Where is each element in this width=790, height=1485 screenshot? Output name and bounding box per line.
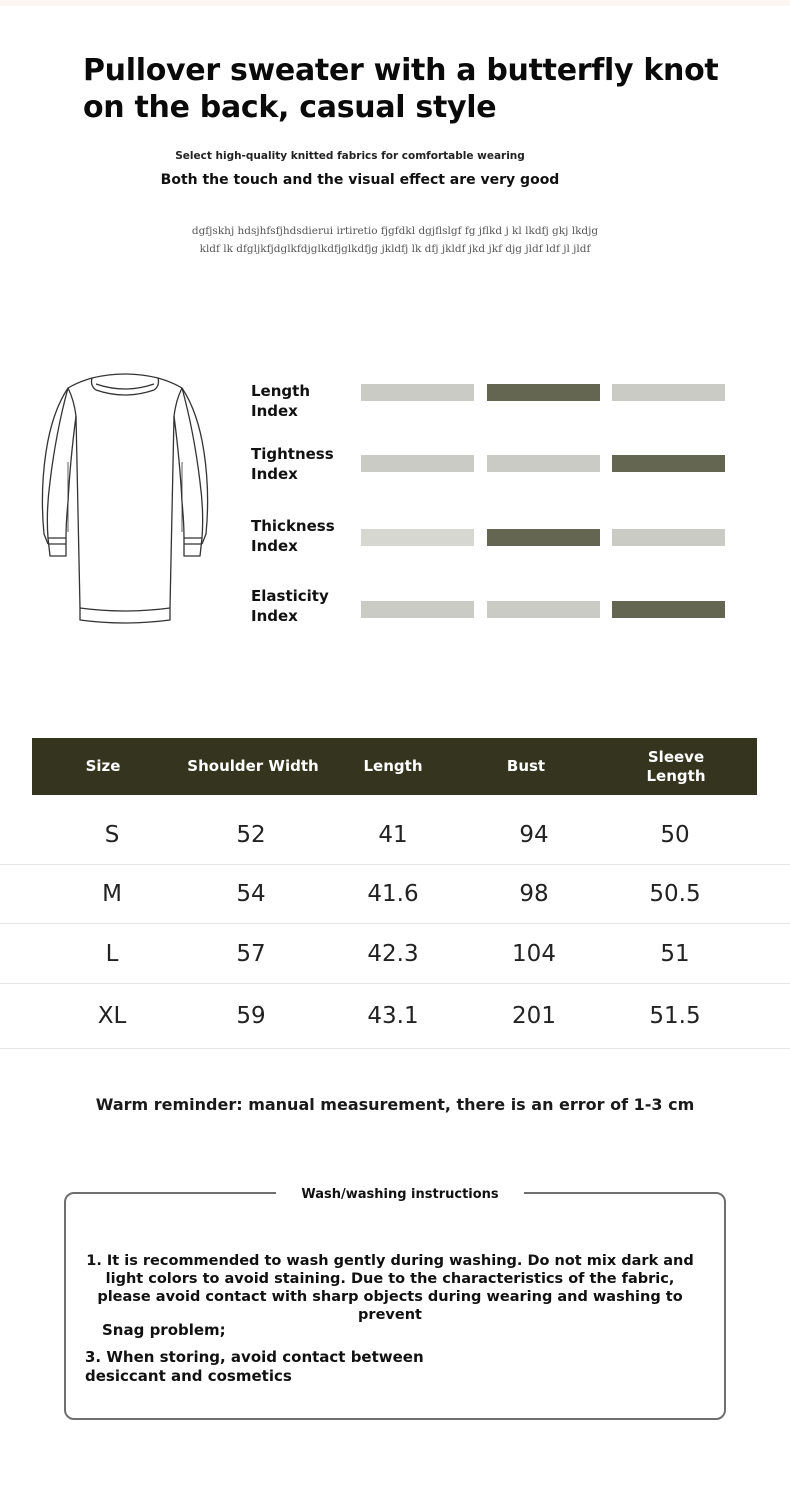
wash-item-3: 3. When storing, avoid contact between desiccant and cosmetics <box>85 1348 424 1385</box>
cell-size: S <box>104 822 120 848</box>
header-length: Length <box>363 757 423 775</box>
length-index-bar-3 <box>612 384 725 401</box>
cell-length: 41.6 <box>367 881 419 907</box>
cell-shoulder: 59 <box>236 1003 266 1029</box>
cell-length: 43.1 <box>367 1003 419 1029</box>
header-shoulder-width: Shoulder Width <box>187 757 319 775</box>
cell-shoulder: 52 <box>236 822 266 848</box>
tightness-index-bar-1 <box>361 455 474 472</box>
cell-bust: 98 <box>519 881 549 907</box>
thickness-index-bar-2 <box>487 529 600 546</box>
sweater-illustration <box>38 372 212 628</box>
header-sleeve-length: Sleeve Length <box>646 747 706 785</box>
table-row <box>0 864 790 924</box>
elasticity-index-bar-3 <box>612 601 725 618</box>
cell-sleeve: 50 <box>660 822 690 848</box>
cell-sleeve: 50.5 <box>649 881 701 907</box>
wash-item-2: Snag problem; <box>102 1321 226 1339</box>
length-index-bar-1 <box>361 384 474 401</box>
length-index-label: Length Index <box>251 382 310 420</box>
cell-shoulder: 57 <box>236 941 266 967</box>
cell-length: 41 <box>378 822 408 848</box>
header-bust: Bust <box>506 757 546 775</box>
header-size: Size <box>85 757 121 775</box>
size-table-header <box>32 738 757 795</box>
elasticity-index-label: Elasticity Index <box>251 587 329 625</box>
cell-sleeve: 51.5 <box>649 1003 701 1029</box>
tightness-index-label: Tightness Index <box>251 445 334 483</box>
cell-size: M <box>102 881 122 907</box>
cell-bust: 201 <box>512 1003 556 1029</box>
tightness-index-bar-2 <box>487 455 600 472</box>
cell-length: 42.3 <box>367 941 419 967</box>
subtitle-small: Select high-quality knitted fabrics for comfortable wearing <box>175 150 525 162</box>
cell-bust: 104 <box>512 941 556 967</box>
cell-bust: 94 <box>519 822 549 848</box>
table-row <box>0 984 790 1049</box>
elasticity-index-bar-2 <box>487 601 600 618</box>
measurement-reminder: Warm reminder: manual measurement, there is an error of 1-3 cm <box>95 1095 695 1114</box>
table-row <box>0 805 790 865</box>
page-title: Pullover sweater with a butterfly knot on the back, casual style <box>83 53 719 125</box>
table-row <box>0 924 790 984</box>
subtitle-large: Both the touch and the visual effect are very good <box>160 172 560 188</box>
cell-sleeve: 51 <box>660 941 690 967</box>
elasticity-index-bar-1 <box>361 601 474 618</box>
thickness-index-label: Thickness Index <box>251 517 335 555</box>
wash-instructions-title: Wash/washing instructions <box>276 1180 524 1208</box>
thickness-index-bar-3 <box>612 529 725 546</box>
tightness-index-bar-3 <box>612 455 725 472</box>
thickness-index-bar-1 <box>361 529 474 546</box>
wash-item-1: 1. It is recommended to wash gently during washing. Do not mix dark and light colors to avoid staining. Due to the characteristics of the fabric, please avoid contact with sharp objects during wearing and washing to prevent <box>86 1253 694 1323</box>
top-strip <box>0 0 790 6</box>
cell-shoulder: 54 <box>236 881 266 907</box>
cell-size: L <box>105 941 119 967</box>
placeholder-text: dgfjskhj hdsjhfsfjhdsdierui irtiretio fjgfdkl dgjflslgf fg jflkd j kl lkdfj gkj lkdjg kldf lk dfgljkfjdglkfdjglkdfjglkdfjg jkldfj lk dfj jkldf jkd jkf djg jldf ldf jl jldf <box>191 225 599 255</box>
cell-size: XL <box>97 1003 127 1029</box>
length-index-bar-2 <box>487 384 600 401</box>
